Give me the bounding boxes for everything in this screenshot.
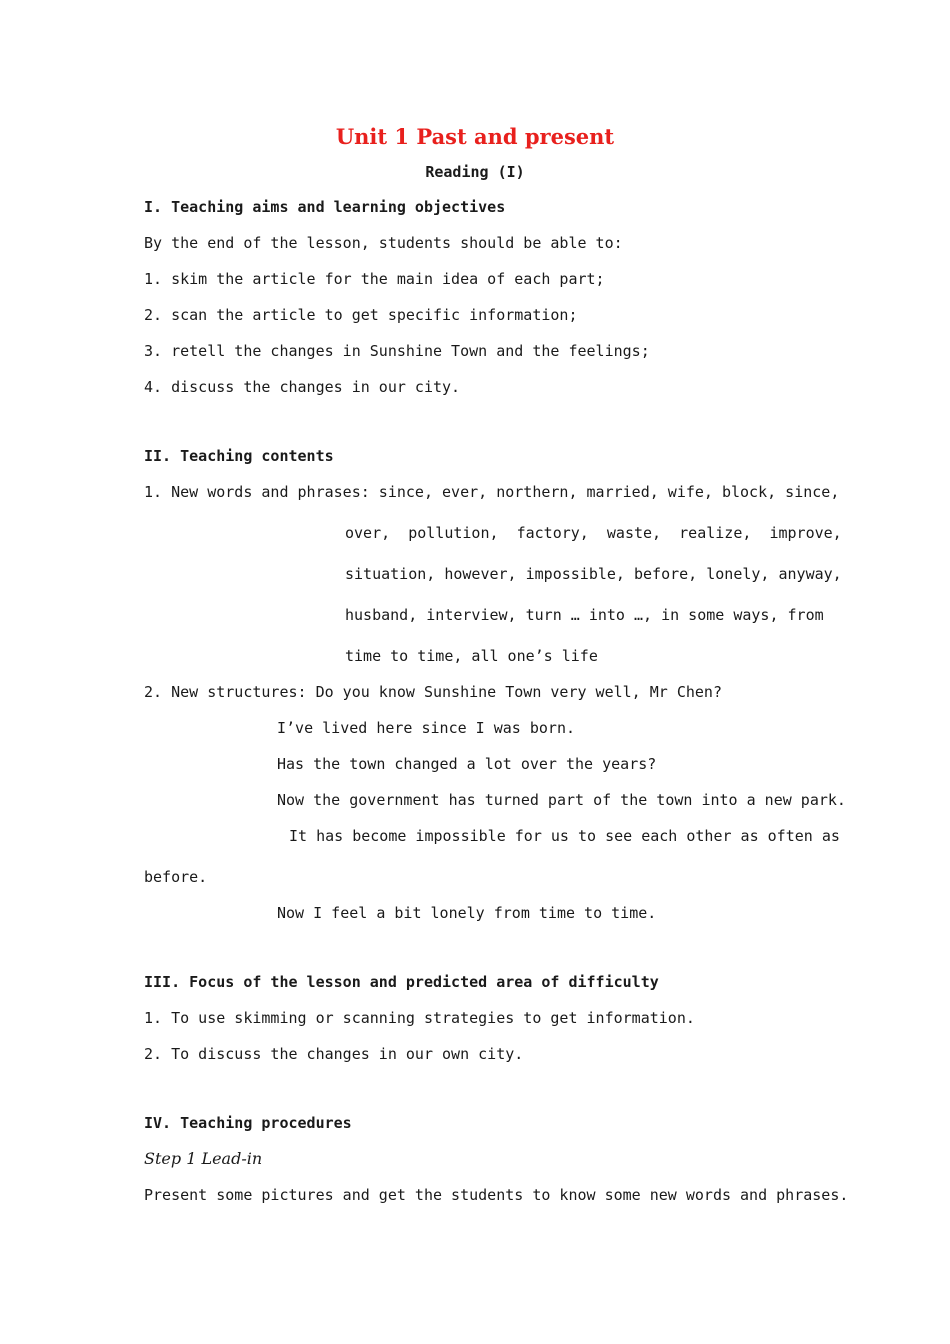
document-subtitle: Reading (I) bbox=[425, 163, 525, 181]
structures-line: before. bbox=[144, 868, 208, 886]
focus-item: 1. To use skimming or scanning strategies to get information. bbox=[144, 1009, 695, 1027]
new-words-line: husband, interview, turn … into …, in some ways, from bbox=[345, 606, 824, 624]
structures-line: Has the town changed a lot over the years? bbox=[277, 755, 657, 773]
section-2-heading: II. Teaching contents bbox=[144, 447, 334, 465]
new-words-line: time to time, all one’s life bbox=[345, 647, 598, 665]
structures-line: I’ve lived here since I was born. bbox=[277, 719, 576, 737]
structures-line: 2. New structures: Do you know Sunshine Town very well, Mr Chen? bbox=[144, 683, 722, 701]
objective-item: 1. skim the article for the main idea of each part; bbox=[144, 270, 605, 288]
document-title: Unit 1 Past and present bbox=[335, 124, 615, 149]
section-1-intro: By the end of the lesson, students should be able to: bbox=[144, 234, 623, 252]
objective-item: 4. discuss the changes in our city. bbox=[144, 378, 461, 396]
structures-line: Now the government has turned part of the town into a new park. bbox=[277, 791, 846, 809]
new-words-line: situation, however, impossible, before, lonely, anyway, bbox=[345, 565, 842, 583]
focus-item: 2. To discuss the changes in our own city. bbox=[144, 1045, 524, 1063]
step-text: Present some pictures and get the students to know some new words and phrases. bbox=[144, 1186, 849, 1204]
structures-line: Now I feel a bit lonely from time to time. bbox=[277, 904, 657, 922]
section-3-heading: III. Focus of the lesson and predicted area of difficulty bbox=[144, 973, 659, 991]
step-heading: Step 1 Lead-in bbox=[144, 1149, 263, 1168]
section-4-heading: IV. Teaching procedures bbox=[144, 1114, 352, 1132]
new-words-line: 1. New words and phrases: since, ever, northern, married, wife, block, since, bbox=[144, 483, 840, 501]
structures-line: It has become impossible for us to see each other as often as bbox=[289, 827, 840, 845]
objective-item: 3. retell the changes in Sunshine Town and the feelings; bbox=[144, 342, 650, 360]
new-words-line: over, pollution, factory, waste, realize, improve, bbox=[345, 524, 842, 542]
section-1-heading: I. Teaching aims and learning objectives bbox=[144, 198, 506, 216]
objective-item: 2. scan the article to get specific information; bbox=[144, 306, 578, 324]
